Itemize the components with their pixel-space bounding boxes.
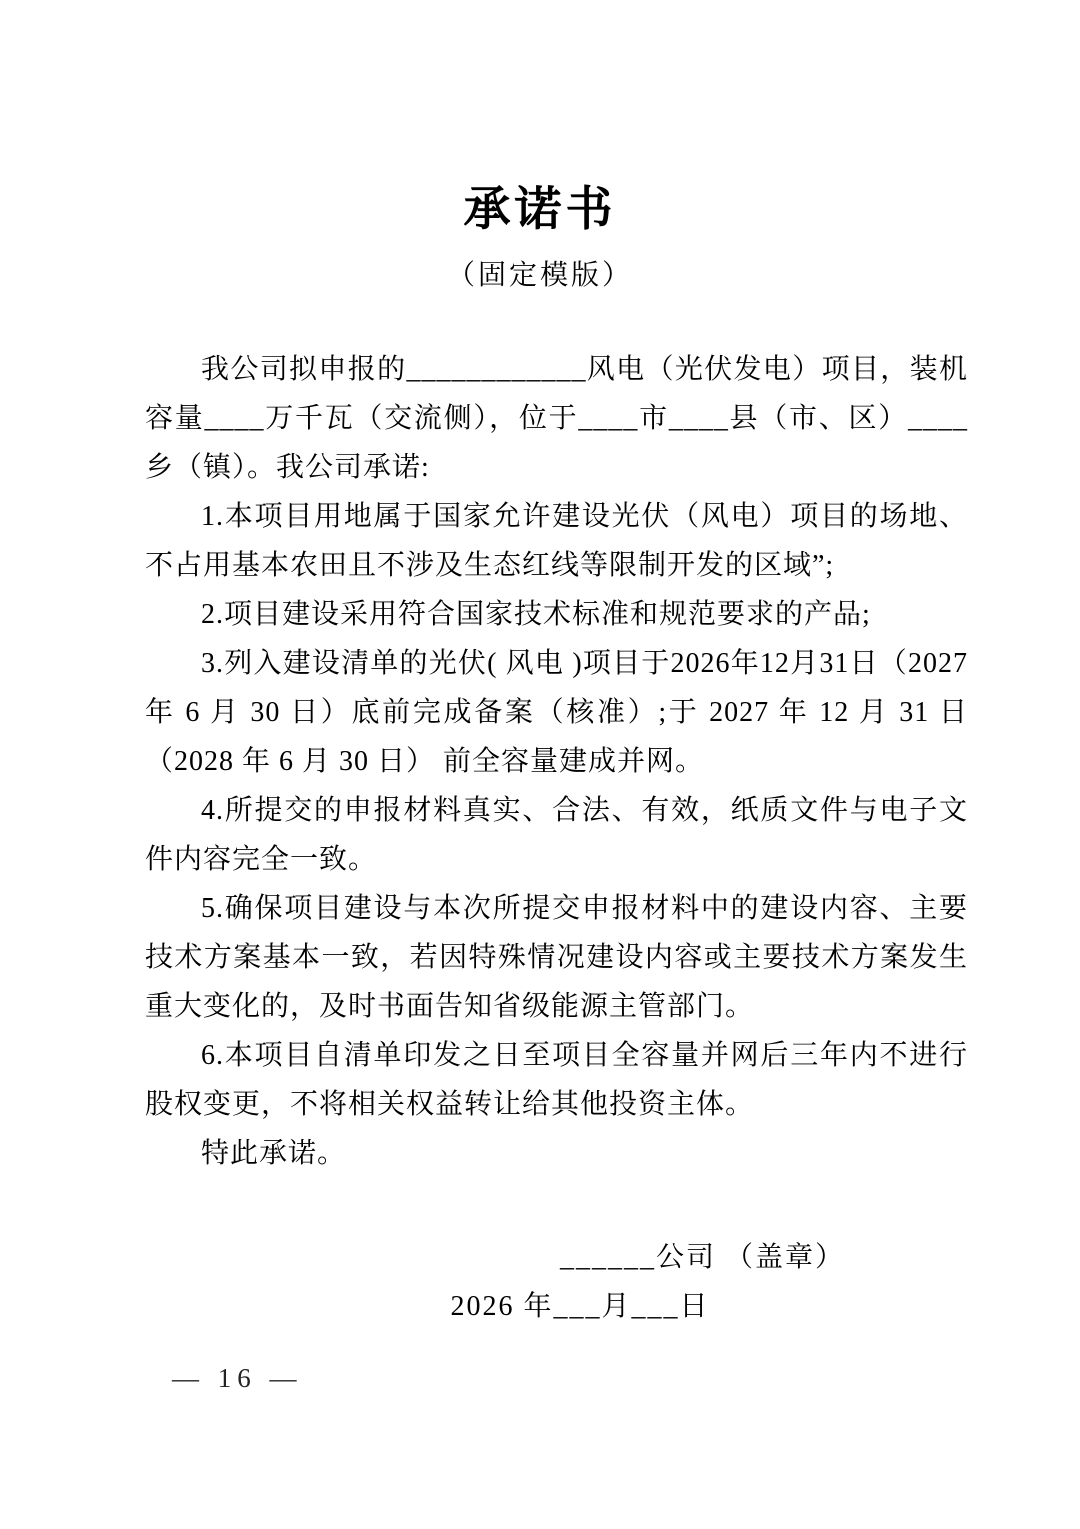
- document-body: [145, 345, 968, 1178]
- commitment-item-1: 1.本项目用地属于国家允许建设光伏（风电）项目的场地、不占用基本农田且不涉及生态红线等限制开发的区域”;: [145, 501, 968, 581]
- date-line: 2026 年___月___日: [450, 1291, 710, 1322]
- signature-line: ______公司 （盖章）: [559, 1242, 845, 1273]
- document-subtitle: （固定模版）: [446, 260, 633, 291]
- intro-paragraph: 我公司拟申报的____________风电（光伏发电）项目，装机容量____万千瓦（交流侧），位于____市____县（市、区）____乡（镇）。我公司承诺:: [145, 354, 968, 483]
- closing-statement: 特此承诺。: [201, 1138, 347, 1169]
- commitment-item-5: 5.确保项目建设与本次所提交申报材料中的建设内容、主要技术方案基本一致，若因特殊情况建设内容或主要技术方案发生重大变化的，及时书面告知省级能源主管部门。: [145, 893, 968, 1022]
- commitment-item-3: 3.列入建设清单的光伏( 风电 )项目于2026年12月31日（2027 年 6 月 30 日）底前完成备案（核准）;于 2027 年 12 月 31 日（2028 年 6 月 30 日） 前全容量建成并网。: [145, 648, 968, 777]
- commitment-item-2: 2.项目建设采用符合国家技术标准和规范要求的产品;: [201, 599, 871, 630]
- page-number: — 16 —: [172, 1363, 303, 1393]
- commitment-item-6: 6.本项目自清单印发之日至项目全容量并网后三年内不进行股权变更，不将相关权益转让给其他投资主体。: [145, 1040, 968, 1120]
- commitment-item-4: 4.所提交的申报材料真实、合法、有效，纸质文件与电子文件内容完全一致。: [145, 795, 968, 875]
- document-title: 承诺书: [463, 184, 617, 236]
